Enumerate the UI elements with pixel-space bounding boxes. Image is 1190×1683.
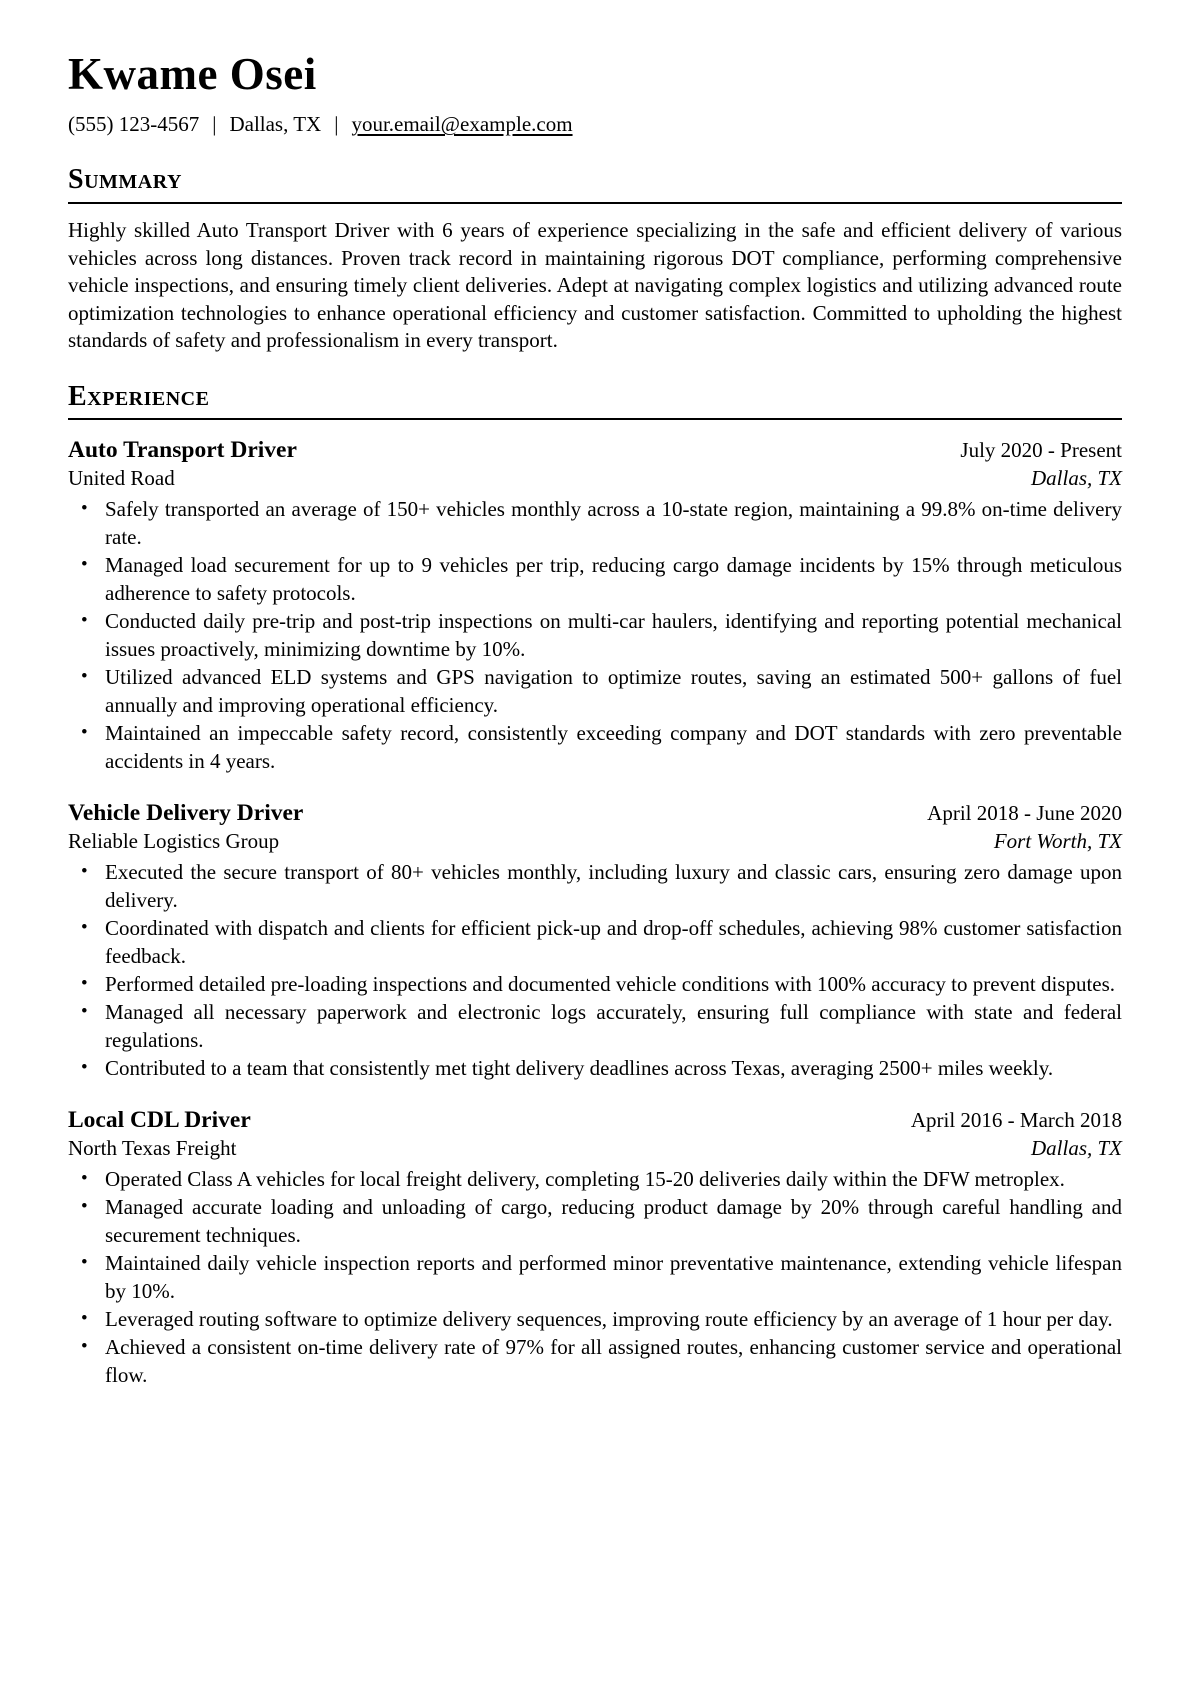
- job-location: Dallas, TX: [1030, 1136, 1122, 1161]
- job-dates: April 2018 - June 2020: [927, 801, 1122, 826]
- job-location: Dallas, TX: [1030, 466, 1122, 491]
- job-title-row: [68, 436, 1122, 464]
- job-bullet: • Contributed to a team that consistently met tight delivery deadlines across Texas, averaging 2500+ miles weekly.: [105, 1054, 1122, 1082]
- contact-separator: |: [334, 112, 339, 137]
- job-title-row: [68, 799, 1122, 827]
- job-bullet: • Executed the secure transport of 80+ vehicles monthly, including luxury and classic cars, ensuring zero damage upon delivery.: [105, 858, 1122, 914]
- job-bullet: • Leveraged routing software to optimize delivery sequences, improving route efficiency by an average of 1 hour per day.: [105, 1305, 1122, 1333]
- job-bullet: • Operated Class A vehicles for local freight delivery, completing 15-20 deliveries daily within the DFW metroplex.: [105, 1165, 1122, 1193]
- job-company-row: [68, 1134, 1122, 1162]
- phone-number: (555) 123-4567: [68, 112, 200, 137]
- experience-heading: Experience: [68, 382, 1122, 421]
- job-entry: [68, 1106, 1122, 1389]
- job-bullet: • Managed all necessary paperwork and electronic logs accurately, ensuring full compliance with state and federal regulations.: [105, 998, 1122, 1054]
- job-company-row: [68, 464, 1122, 492]
- experience-section: [68, 382, 1122, 1390]
- job-bullet: • Conducted daily pre-trip and post-trip inspections on multi-car haulers, identifying and reporting potential mechanical issues proactively, minimizing downtime by 10%.: [105, 607, 1122, 663]
- resume-header: [68, 46, 1122, 138]
- job-bullet: • Maintained daily vehicle inspection reports and performed minor preventative maintenance, extending vehicle lifespan by 10%.: [105, 1249, 1122, 1305]
- summary-section: [68, 165, 1122, 354]
- job-company-row: [68, 827, 1122, 855]
- job-bullet-list: [68, 1165, 1122, 1389]
- summary-heading: Summary: [68, 165, 1122, 204]
- job-bullet: • Utilized advanced ELD systems and GPS navigation to optimize routes, saving an estimated 500+ gallons of fuel annually and improving operational efficiency.: [105, 663, 1122, 719]
- person-name: Kwame Osei: [68, 49, 317, 99]
- job-location: Fort Worth, TX: [993, 829, 1122, 854]
- job-bullet-list: [68, 858, 1122, 1082]
- job-dates: July 2020 - Present: [960, 438, 1122, 463]
- job-dates: April 2016 - March 2018: [910, 1108, 1122, 1133]
- job-bullet: • Managed accurate loading and unloading of cargo, reducing product damage by 20% through careful handling and securement techniques.: [105, 1193, 1122, 1249]
- job-entry: [68, 436, 1122, 775]
- job-title: Vehicle Delivery Driver: [68, 800, 304, 827]
- job-bullet: • Achieved a consistent on-time delivery rate of 97% for all assigned routes, enhancing customer service and operational flow.: [105, 1333, 1122, 1389]
- job-company: North Texas Freight: [68, 1136, 237, 1161]
- job-bullet: • Coordinated with dispatch and clients for efficient pick-up and drop-off schedules, achieving 98% customer satisfaction feedback.: [105, 914, 1122, 970]
- job-bullet-list: [68, 495, 1122, 775]
- location-text: Dallas, TX: [229, 112, 322, 137]
- contact-separator: |: [212, 112, 217, 137]
- summary-paragraph: Highly skilled Auto Transport Driver with 6 years of experience specializing in the safe and efficient delivery of various vehicles across long distances. Proven track record in maintaining rigorous DOT compliance, performing comprehensive vehicle inspections, and ensuring timely client deliveries. Adept at navigating complex logistics and utilizing advanced route optimization technologies to enhance operational efficiency and customer satisfaction. Committed to upholding the highest standards of safety and professionalism in every transport.: [68, 218, 1122, 353]
- job-entry: [68, 799, 1122, 1082]
- job-title: Auto Transport Driver: [68, 437, 297, 464]
- job-bullet: • Maintained an impeccable safety record, consistently exceeding company and DOT standards with zero preventable accidents in 4 years.: [105, 719, 1122, 775]
- job-title-row: [68, 1106, 1122, 1134]
- job-bullet: • Safely transported an average of 150+ vehicles monthly across a 10-state region, maintaining a 99.8% on-time delivery rate.: [105, 495, 1122, 551]
- email-link[interactable]: your.email@example.com: [351, 112, 573, 137]
- contact-line: [68, 111, 1122, 138]
- job-company: Reliable Logistics Group: [68, 829, 280, 854]
- job-bullet: • Performed detailed pre-loading inspections and documented vehicle conditions with 100% accuracy to prevent disputes.: [105, 970, 1122, 998]
- job-company: United Road: [68, 466, 175, 491]
- job-title: Local CDL Driver: [68, 1107, 251, 1134]
- job-bullet: • Managed load securement for up to 9 vehicles per trip, reducing cargo damage incidents by 15% through meticulous adherence to safety protocols.: [105, 551, 1122, 607]
